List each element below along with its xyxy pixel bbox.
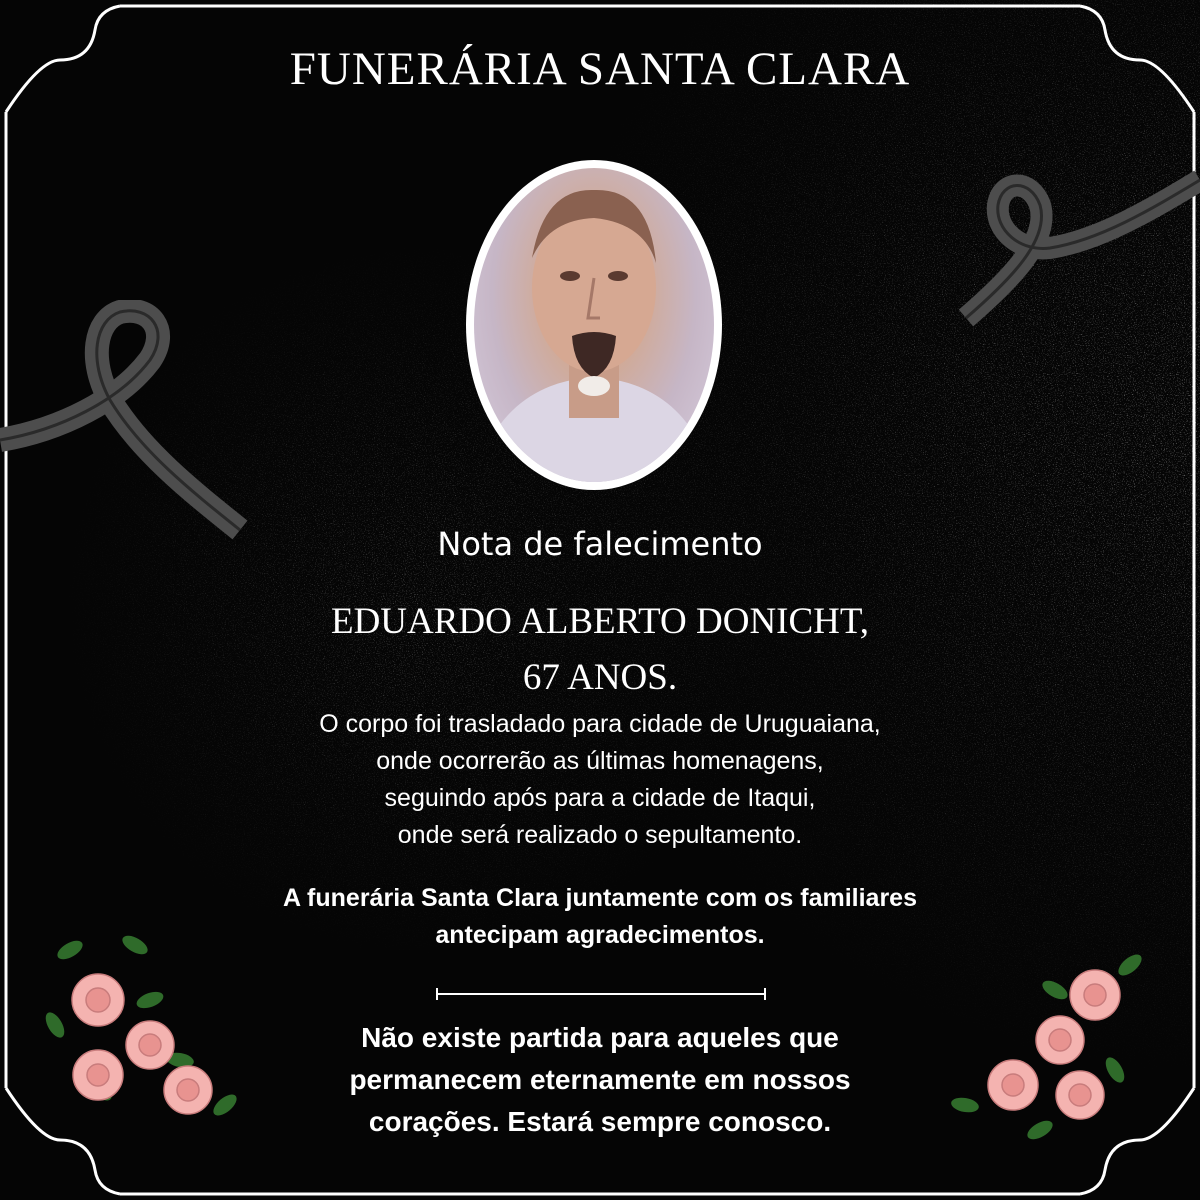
deceased-age: 67 ANOS. (522, 657, 678, 698)
ceremony-line: O corpo foi trasladado para cidade de Uruguaiana, (319, 710, 881, 738)
divider (436, 993, 766, 995)
portrait-photo (466, 160, 722, 490)
acknowledgement-line: antecipam agradecimentos. (435, 921, 765, 949)
ceremony-line: seguindo após para a cidade de Itaqui, (384, 784, 816, 812)
notice-heading: Nota de falecimento (437, 525, 763, 563)
mourning-ribbon-icon (0, 300, 260, 540)
rose-bouquet-icon (40, 930, 240, 1130)
quote-line: Não existe partida para aqueles que (361, 1022, 839, 1053)
portrait-image (474, 168, 714, 482)
funeral-home-title: FUNERÁRIA SANTA CLARA (289, 43, 911, 95)
acknowledgement-line: A funerária Santa Clara juntamente com os familiares (282, 884, 917, 912)
quote-line: corações. Estará sempre conosco. (368, 1106, 832, 1137)
quote-line: permanecem eternamente em nossos (349, 1064, 851, 1095)
ceremony-details (0, 706, 1200, 854)
ceremony-line: onde ocorrerão as últimas homenagens, (376, 747, 824, 775)
ceremony-line: onde será realizado o sepultamento. (397, 821, 803, 849)
deceased-name: EDUARDO ALBERTO DONICHT, (330, 601, 870, 642)
mourning-ribbon-icon (950, 170, 1200, 330)
rose-bouquet-icon (945, 950, 1145, 1140)
